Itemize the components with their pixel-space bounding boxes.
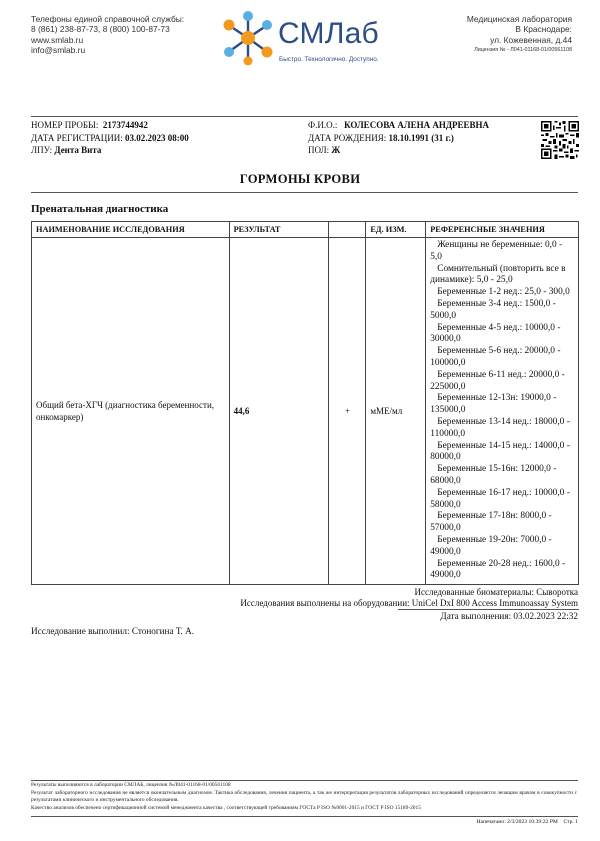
reference-item: Беременные 4-5 нед.: 10000,0 - 30000,0 bbox=[430, 322, 561, 345]
equipment-note: Исследования выполнены на оборудовании: UniCel DxI 800 Access Immunoassay System bbox=[240, 598, 578, 608]
result-flag: + bbox=[329, 238, 366, 585]
reference-item: Беременные 15-16н: 12000,0 - 68000,0 bbox=[430, 464, 557, 486]
results-table bbox=[31, 221, 579, 585]
page-number: Стр. 1 bbox=[563, 819, 578, 825]
disclaimer bbox=[31, 782, 577, 812]
test-name: Общий бета-ХГЧ (диагностика беременности, онкомаркер) bbox=[32, 238, 230, 585]
website-link[interactable]: www.smlab.ru bbox=[31, 34, 84, 45]
registration-date: 03.02.2023 08:00 bbox=[124, 132, 189, 143]
sex-value: Ж bbox=[331, 145, 341, 156]
reference-item: Беременные 19-20н: 7000,0 - 49000,0 bbox=[430, 534, 552, 557]
header-unit: ЕД. ИЗМ. bbox=[366, 222, 426, 238]
header-result: РЕЗУЛЬТАТ bbox=[229, 222, 329, 238]
section-title: Пренатальная диагностика bbox=[31, 203, 169, 215]
completion-date: Дата выполнения: 03.02.2023 22:32 bbox=[440, 611, 578, 621]
reference-item: Беременные 13-14 нед.: 18000,0 - 110000,0 bbox=[430, 416, 570, 439]
lpu-label: ЛПУ: bbox=[31, 145, 53, 156]
contact-block bbox=[31, 14, 184, 56]
footer-divider-bottom bbox=[31, 816, 578, 817]
qr-code bbox=[541, 121, 579, 159]
table-header-row bbox=[32, 222, 579, 238]
lab-address: ул. Кожевенная, д.44 bbox=[490, 34, 572, 45]
header-test-name: НАИМЕНОВАНИЕ ИССЛЕДОВАНИЯ bbox=[32, 222, 230, 238]
disclaimer-quality: Качество анализов обеспечено сертификационной системой менеджмента качества , соответствующей требованиям ГОСТа Р ISO №9001-2015 и ГОСТ Р ISO 15189-2015 bbox=[31, 804, 421, 811]
printed-date: Напечатано: 2/3/2023 10:39:22 PM bbox=[476, 819, 558, 825]
report-title: ГОРМОНЫ КРОВИ bbox=[239, 172, 361, 186]
reference-item: Беременные 20-28 нед.: 1600,0 - 49000,0 bbox=[430, 558, 566, 581]
reference-item: Беременные 3-4 нед.: 1500,0 - 5000,0 bbox=[430, 298, 556, 321]
completion-divider bbox=[398, 609, 579, 610]
biomaterial-note: Исследованные биоматериалы: Сыворотка bbox=[414, 587, 578, 597]
reference-item: Женщины не беременные: 0,0 - 5,0 bbox=[430, 240, 563, 262]
lab-type: Медицинская лаборатория bbox=[466, 14, 572, 24]
phones-title: Телефоны единой справочной службы: bbox=[31, 14, 185, 24]
lpu-value: Дента Вита bbox=[54, 145, 102, 156]
reference-values bbox=[426, 238, 579, 585]
header-flag bbox=[329, 222, 366, 238]
lab-address-block bbox=[467, 14, 572, 56]
reference-item: Беременные 6-11 нед.: 20000,0 - 225000,0 bbox=[430, 369, 565, 392]
unit: мМЕ/мл bbox=[366, 238, 426, 585]
email-link[interactable]: info@smlab.ru bbox=[31, 45, 86, 56]
reference-item: Сомнительный (повторить все в динамике): 5,0 - 25,0 bbox=[430, 263, 566, 286]
birth-label: ДАТА РОЖДЕНИЯ: bbox=[308, 132, 387, 143]
logo-name: СМЛаб bbox=[278, 17, 379, 50]
birth-date: 18.10.1991 (31 г.) bbox=[388, 132, 454, 143]
logo-slogan: Быстро. Технологично. Доступно. bbox=[279, 56, 379, 63]
sample-label: НОМЕР ПРОБЫ: bbox=[31, 120, 99, 130]
reference-item: Беременные 1-2 нед.: 25,0 - 300,0 bbox=[437, 287, 570, 298]
performer: Исследование выполнил: Стоногина Т. А. bbox=[31, 626, 195, 636]
header-divider bbox=[31, 116, 578, 117]
registration-label: ДАТА РЕГИСТРАЦИИ: bbox=[31, 132, 123, 143]
reference-item: Беременные 12-13н: 19000,0 - 135000,0 bbox=[430, 393, 557, 416]
patient-right-block bbox=[308, 119, 489, 157]
reference-item: Беременные 14-15 нед.: 14000,0 - 80000,0 bbox=[430, 440, 570, 463]
footer-divider bbox=[31, 780, 578, 781]
reference-item: Беременные 16-17 нед.: 10000,0 - 58000,0 bbox=[430, 487, 570, 510]
table-row bbox=[32, 238, 579, 585]
print-info bbox=[477, 819, 579, 825]
patient-left-block bbox=[31, 119, 189, 157]
disclaimer-diagnosis: Результат лабораторного исследования не является окончательным диагнозом. Тактика обследования, лечения пациента, а так же интерпретация результатов лабораторных исследований определяется лечащим врачом в совокупности с результатами клинического и инструментального обследования. bbox=[31, 789, 577, 804]
sample-number: 2173744942 bbox=[102, 120, 148, 130]
phones: 8 (861) 238-87-73, 8 (800) 100-87-73 bbox=[31, 24, 170, 35]
patient-name: КОЛЕСОВА АЛЕНА АНДРЕЕВНА bbox=[344, 120, 490, 130]
reference-item: Беременные 17-18н: 8000,0 - 57000,0 bbox=[430, 511, 552, 534]
title-divider bbox=[31, 192, 578, 193]
reference-item: Беременные 5-6 нед.: 20000,0 - 100000,0 bbox=[430, 346, 561, 368]
molecule-logo-icon bbox=[218, 9, 278, 67]
license: Лицензия № - Л041-01168-01/00561108 bbox=[474, 47, 572, 54]
sex-label: ПОЛ: bbox=[308, 145, 330, 156]
result-value: 44,6 bbox=[229, 238, 329, 585]
lab-city: В Краснодаре: bbox=[515, 24, 572, 35]
smlab-logo bbox=[218, 9, 408, 67]
disclaimer-license: Результаты выполняются в лаборатории СМЛАБ, лицензия №Л041-01168-01/00561108 bbox=[31, 782, 231, 788]
fio-label: Ф.И.О.: bbox=[308, 120, 338, 130]
header-reference: РЕФЕРЕНСНЫЕ ЗНАЧЕНИЯ bbox=[426, 222, 579, 238]
